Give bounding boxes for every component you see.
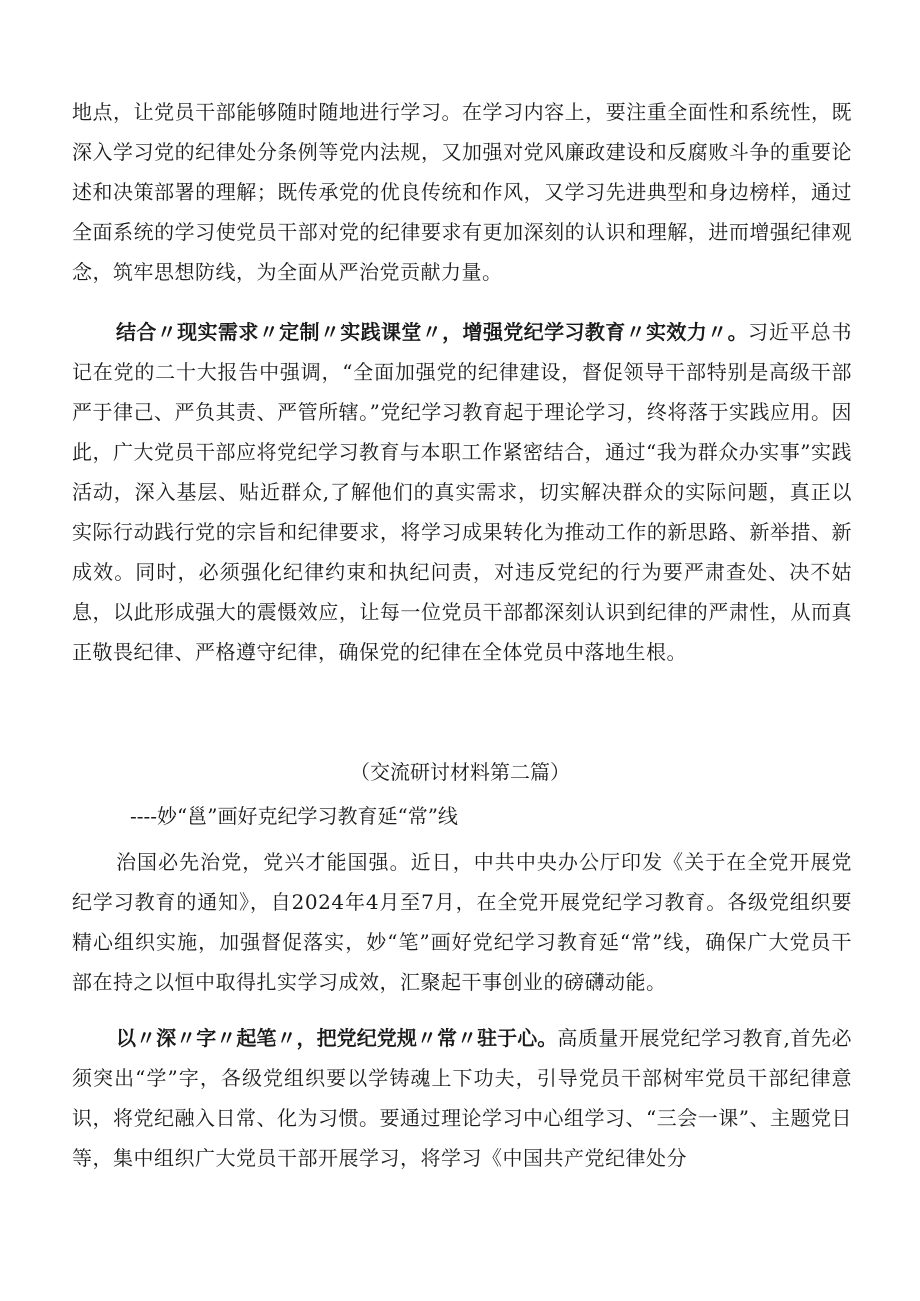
paragraph-2	[72, 312, 852, 672]
paragraph-3	[72, 842, 852, 1002]
paragraph-2-lead: 结合〃现实需求〃定制〃实践课堂〃，增强党纪学习教育〃实效力〃。	[116, 320, 748, 344]
paragraph-4	[72, 1018, 852, 1178]
section-title: （交流研讨材料第二篇）	[350, 760, 570, 784]
paragraph-2-body: 习近平总书记在党的二十大报告中强调，“全面加强党的纪律建设，督促领导干部特别是高级干部严于律己、严负其责、严管所辖。”党纪学习教育起于理论学习，终将落于实践应用。因此，广大党员干部应将党纪学习教育与本职工作紧密结合，通过“我为群众办实事”实践活动，深入基层、贴近群众,了解他们的真实需求，切实解决群众的实际问题，真正以实际行动践行党的宗旨和纪律要求，将学习成果转化为推动工作的新思路、新举措、新成效。同时，必须强化纪律约束和执纪问责，对违反党纪的行为要严肃查处、决不姑息，以此形成强大的震慑效应，让每一位党员干部都深刻认识到纪律的严肃性，从而真正敬畏纪律、严格遵守纪律，确保党的纪律在全体党员中落地生根。	[72, 320, 853, 664]
paragraph-4-body: 高质量开展党纪学习教育,首先必须突出“学”字，各级党组织要以学铸魂上下功夫，引导党员干部树牢党员干部纪律意识，将党纪融入日常、化为习惯。要通过理论学习中心组学习、“三会一课”、主题党日等，集中组织广大党员干部开展学习，将学习《中国共产党纪律处分	[72, 1026, 853, 1170]
section-subtitle: ----妙“邕”画好克纪学习教育延“常”线	[130, 804, 458, 828]
paragraph-1	[72, 92, 852, 292]
paragraph-3-text: 治国必先治党，党兴才能国强。近日，中共中央办公厅印发《关于在全党开展党纪学习教育的通知》，自2024年4月至7月，在全党开展党纪学习教育。各级党组织要精心组织实施，加强督促落实，妙“笔”画好党纪学习教育延“常”线，确保广大党员干部在持之以恒中取得扎实学习成效，汇聚起干事创业的磅礴动能。	[72, 850, 852, 994]
paragraph-1-text: 地点，让党员干部能够随时随地进行学习。在学习内容上，要注重全面性和系统性，既深入学习党的纪律处分条例等党内法规，又加强对党风廉政建设和反腐败斗争的重要论述和决策部署的理解；既传承党的优良传统和作风，又学习先进典型和身边榜样，通过全面系统的学习使党员干部对党的纪律要求有更加深刻的认识和理解，进而增强纪律观念，筑牢思想防线，为全面从严治党贡献力量。	[72, 100, 852, 284]
paragraph-4-lead: 以〃深〃字〃起笔〃，把党纪党规〃常〃驻于心。	[116, 1026, 558, 1050]
